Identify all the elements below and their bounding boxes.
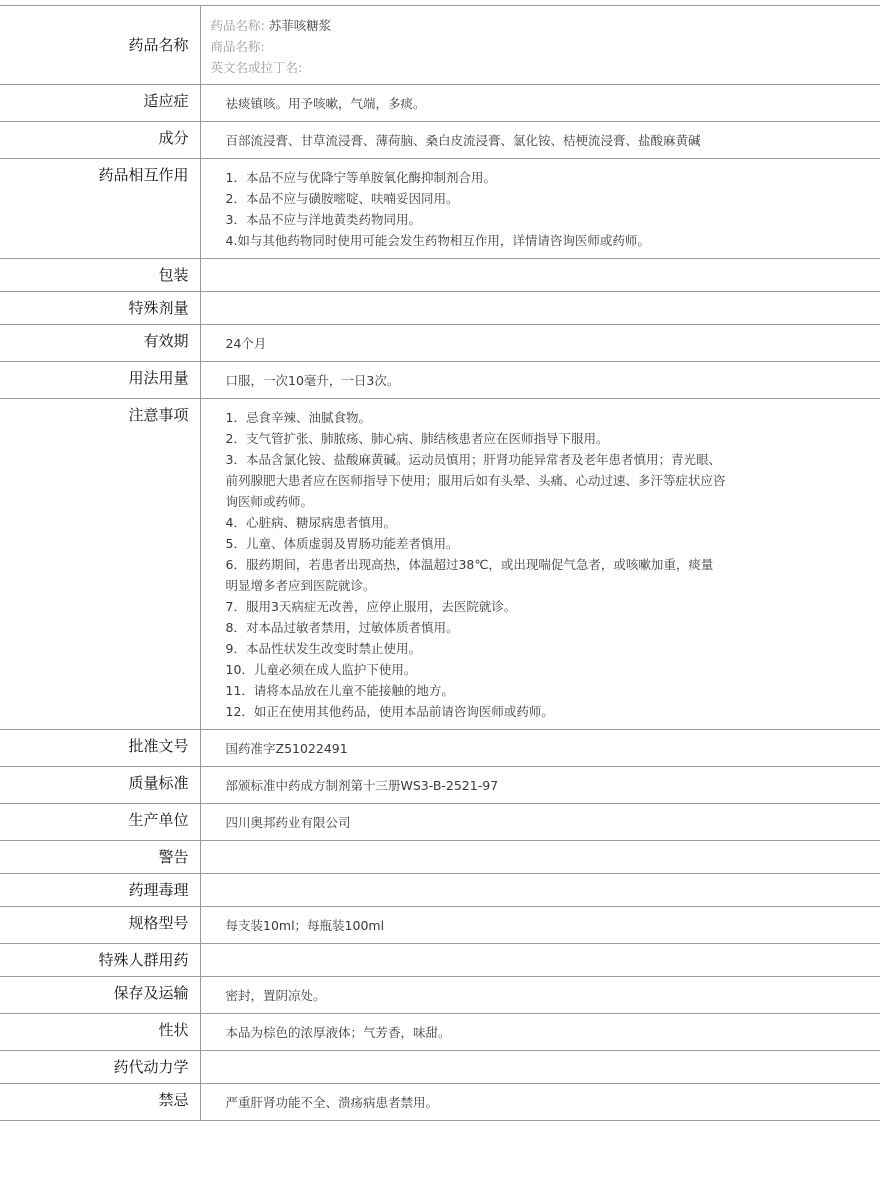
drug-info-table (0, 5, 880, 1121)
row-value (200, 292, 880, 325)
row-value-line: 5．儿童、体质虚弱及胃肠功能差者慎用。 (225, 536, 459, 551)
row-value (200, 122, 880, 159)
generic-name-key: 药品名称: (210, 18, 265, 33)
row-value-line: 国药准字Z51022491 (225, 741, 348, 756)
drug-name-values (200, 6, 880, 85)
table-row (0, 977, 880, 1014)
row-label: 药理毒理 (0, 874, 200, 907)
trade-name-key: 商品名称: (210, 39, 265, 54)
table-row (0, 1051, 880, 1084)
row-label: 生产单位 (0, 804, 200, 841)
row-value-line: 3．本品含氯化铵、盐酸麻黄碱。运动员慎用；肝肾功能异常者及老年患者慎用；青光眼、 (225, 452, 721, 467)
table-row (0, 767, 880, 804)
row-value-line: 12．如正在使用其他药品，使用本品前请咨询医师或药师。 (225, 704, 554, 719)
row-value (200, 159, 880, 259)
row-label: 有效期 (0, 325, 200, 362)
generic-name-line (211, 15, 871, 36)
table-row (0, 730, 880, 767)
row-label: 规格型号 (0, 907, 200, 944)
drug-info-table-body (0, 6, 880, 1121)
row-value-line: 祛痰镇咳。用予咳嗽，气端，多痰。 (225, 96, 426, 111)
table-row (0, 1014, 880, 1051)
row-value-line: 11．请将本品放在儿童不能接触的地方。 (225, 683, 454, 698)
row-value (200, 767, 880, 804)
row-label: 成分 (0, 122, 200, 159)
row-value-line: 1．忌食辛辣、油腻食物。 (225, 410, 371, 425)
row-value-line: 1．本品不应与优降宁等单胺氧化酶抑制剂合用。 (225, 170, 496, 185)
row-label: 特殊剂量 (0, 292, 200, 325)
latin-name-key: 英文名或拉丁名: (210, 60, 303, 75)
row-label: 适应症 (0, 85, 200, 122)
row-value-line: 2．本品不应与磺胺嘧啶、呋喃妥因同用。 (225, 191, 459, 206)
row-value-line: 询医师或药师。 (225, 494, 314, 509)
row-value-line: 4.如与其他药物同时使用可能会发生药物相互作用，详情请咨询医师或药师。 (225, 233, 650, 248)
table-row (0, 804, 880, 841)
row-value (200, 1051, 880, 1084)
row-value (200, 399, 880, 730)
row-value (200, 1014, 880, 1051)
row-value (200, 730, 880, 767)
row-value-line: 严重肝肾功能不全、溃疡病患者禁用。 (225, 1095, 439, 1110)
row-label: 特殊人群用药 (0, 944, 200, 977)
row-value-line: 部颁标准中药成方制剂第十三册WS3-B-2521-97 (225, 778, 499, 793)
generic-name-value: 苏菲咳糖浆 (268, 18, 332, 33)
row-value (200, 804, 880, 841)
row-value-line: 4．心脏病、糖尿病患者慎用。 (225, 515, 396, 530)
table-row (0, 399, 880, 730)
row-value-line: 3．本品不应与洋地黄类药物同用。 (225, 212, 421, 227)
table-row (0, 325, 880, 362)
row-label: 药代动力学 (0, 1051, 200, 1084)
row-value-line: 24个月 (225, 336, 267, 351)
row-value (200, 325, 880, 362)
row-label: 药品名称 (0, 6, 200, 85)
table-row (0, 874, 880, 907)
row-value-line: 6．服药期间，若患者出现高热，体温超过38℃，或出现喘促气急者，或咳嗽加重，痰量 (225, 557, 714, 572)
row-label: 保存及运输 (0, 977, 200, 1014)
row-value-line: 密封，置阴凉处。 (225, 988, 326, 1003)
row-value-line: 明显增多者应到医院就诊。 (225, 578, 376, 593)
table-row (0, 362, 880, 399)
row-value (200, 362, 880, 399)
row-label: 警告 (0, 841, 200, 874)
row-label: 禁忌 (0, 1084, 200, 1121)
table-row (0, 159, 880, 259)
row-value-line: 2．支气管扩张、肺脓疡、肺心病、肺结核患者应在医师指导下服用。 (225, 431, 609, 446)
row-value (200, 977, 880, 1014)
row-value-line: 8．对本品过敏者禁用，过敏体质者慎用。 (225, 620, 459, 635)
table-row (0, 292, 880, 325)
row-value-line: 每支装10ml；每瓶装100ml (225, 918, 385, 933)
row-value-line: 四川奥邦药业有限公司 (225, 815, 351, 830)
row-value-line: 前列腺肥大患者应在医师指导下使用；服用后如有头晕、头痛、心动过速、多汗等症状应咨 (225, 473, 726, 488)
row-value-line: 10．儿童必须在成人监护下使用。 (225, 662, 417, 677)
row-value-line: 7．服用3天病症无改善，应停止服用，去医院就诊。 (225, 599, 517, 614)
table-row (0, 907, 880, 944)
row-label: 用法用量 (0, 362, 200, 399)
table-row (0, 259, 880, 292)
row-value (200, 944, 880, 977)
row-value (200, 259, 880, 292)
row-value-line: 口服，一次10毫升，一日3次。 (225, 373, 400, 388)
row-value (200, 85, 880, 122)
row-label: 质量标准 (0, 767, 200, 804)
table-row (0, 1084, 880, 1121)
table-row (0, 122, 880, 159)
row-value (200, 874, 880, 907)
row-value-line: 本品为棕色的浓厚液体；气芳香，味甜。 (225, 1025, 451, 1040)
row-value (200, 1084, 880, 1121)
row-label: 性状 (0, 1014, 200, 1051)
table-row (0, 85, 880, 122)
row-label: 包装 (0, 259, 200, 292)
row-label: 注意事项 (0, 399, 200, 730)
row-value-line: 9．本品性状发生改变时禁止使用。 (225, 641, 421, 656)
row-value (200, 907, 880, 944)
row-drug-name (0, 6, 880, 85)
table-row (0, 944, 880, 977)
latin-name-line (211, 57, 871, 78)
row-label: 药品相互作用 (0, 159, 200, 259)
trade-name-line (211, 36, 871, 57)
row-label: 批准文号 (0, 730, 200, 767)
row-value-line: 百部流浸膏、甘草流浸膏、薄荷脑、桑白皮流浸膏、氯化铵、桔梗流浸膏、盐酸麻黄碱 (225, 133, 701, 148)
row-value (200, 841, 880, 874)
table-row (0, 841, 880, 874)
